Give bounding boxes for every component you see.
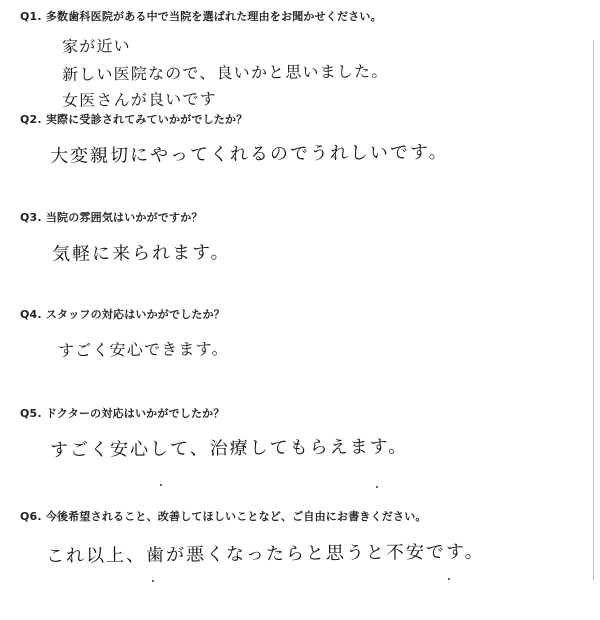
question-3: Q3. 当院の雰囲気はいかがですか？ (20, 211, 203, 224)
question-6: Q6. 今後希望されること、改善してほしいことなど、ご自由にお書きください。 (20, 510, 427, 523)
question-2: Q2. 実際に受診されてみていかがでしたか？ (20, 113, 248, 126)
answer-1-line-1: 家が近い (61, 36, 131, 56)
scan-speck (376, 486, 378, 488)
question-4: Q4. スタッフの対応はいかがでしたか？ (20, 308, 226, 321)
scan-speck (152, 580, 154, 582)
answer-6: これ以上、歯が悪くなったらと思うと不安です。 (45, 541, 485, 567)
scan-speck (448, 578, 450, 580)
answer-5: すごく安心して、治療してもらえます。 (49, 436, 409, 461)
answer-2: 大変親切にやってくれるのでうれしいです。 (49, 141, 449, 167)
scan-speck (160, 484, 162, 486)
question-1: Q1. 多数歯科医院がある中で当院を選ばれた理由をお聞かせください。 (20, 10, 382, 23)
answer-4: すごく安心できます。 (57, 339, 229, 360)
answer-1-line-3: 女医さんが良いです (61, 89, 217, 110)
answer-3: 気軽に来られます。 (51, 242, 231, 265)
question-5: Q5. ドクターの対応はいかがでしたか？ (20, 407, 225, 420)
paper-edge (593, 40, 594, 580)
answer-1-line-2: 新しい医院なので、良いかと思いました。 (61, 61, 389, 84)
